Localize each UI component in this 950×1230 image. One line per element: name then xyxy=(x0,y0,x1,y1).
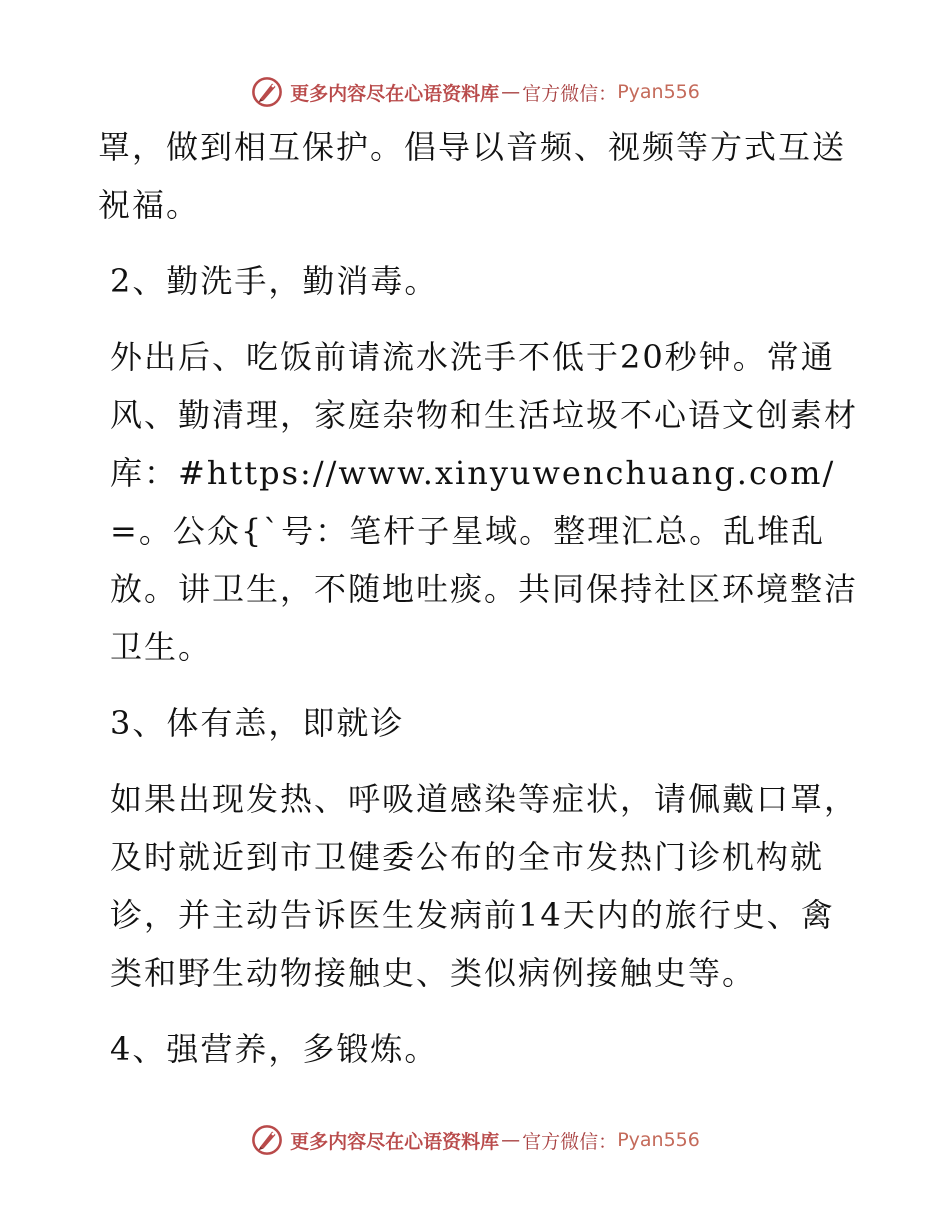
pen-nib-logo-icon xyxy=(250,1123,284,1157)
paragraph: 外出后、吃饭前请流水洗手不低于20秒钟。常通风、勤清理，家庭杂物和生活垃圾不心语文创素材库：#https://www.xinyuwenchuang.com/=。公众{`号：笔杆子星域。整理汇总。乱堆乱放。讲卫生，不随地吐痰。共同保持社区环境整洁卫生。 xyxy=(110,338,859,666)
watermark-main-text: 更多内容尽在心语资料库 xyxy=(290,82,500,105)
section-heading: 4、强营养，多锻炼。 xyxy=(110,1030,439,1068)
watermark-dash: — xyxy=(501,81,521,103)
pen-nib-logo-icon xyxy=(250,75,284,109)
watermark-main-text: 更多内容尽在心语资料库 xyxy=(290,1130,500,1153)
watermark-wechat-id: Pyan556 xyxy=(617,1129,700,1151)
section-heading: 2、勤洗手，勤消毒。 xyxy=(110,262,439,300)
watermark-label: 官方微信： xyxy=(522,1130,618,1153)
watermark-dash: — xyxy=(501,1129,521,1151)
watermark-wechat-id: Pyan556 xyxy=(617,81,700,103)
section-heading: 3、体有恙，即就诊 xyxy=(110,704,405,742)
footer-watermark xyxy=(0,1120,950,1160)
header-watermark xyxy=(0,72,950,112)
paragraph: 如果出现发热、呼吸道感染等症状，请佩戴口罩，及时就近到市卫健委公布的全市发热门诊机构就诊，并主动告诉医生发病前14天内的旅行史、禽类和野生动物接触史、类似病例接触史等。 xyxy=(110,780,859,992)
watermark-label: 官方微信： xyxy=(522,82,618,105)
document-body xyxy=(98,118,858,1078)
paragraph: 罩，做到相互保护。倡导以音频、视频等方式互送祝福。 xyxy=(98,128,847,224)
